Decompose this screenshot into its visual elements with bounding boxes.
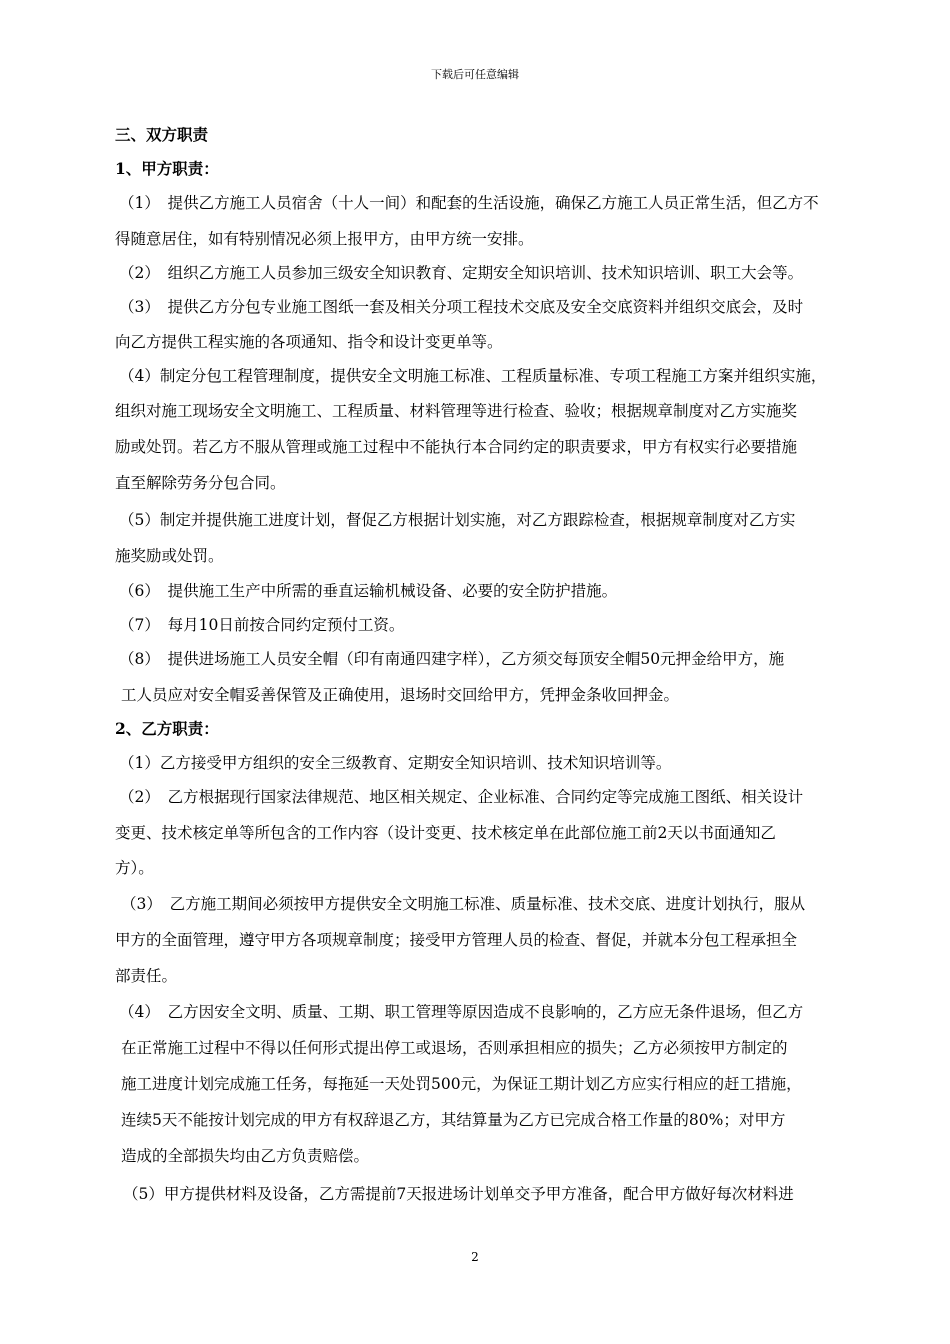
paragraph-line: （5）制定并提供施工进度计划，督促乙方根据计划实施，对乙方跟踪检查，根据规章制度对乙方实 [119, 511, 796, 529]
subsection-heading-party-a: 1、甲方职责： [115, 159, 219, 178]
paragraph-line: （2） 乙方根据现行国家法律规范、地区相关规定、企业标准、合同约定等完成施工图纸、相关设计 [119, 788, 804, 806]
paragraph-line: 施工进度计划完成施工任务，每拖延一天处罚500元，为保证工期计划乙方应实行相应的赶工措施， [121, 1075, 802, 1093]
paragraph-line: （6） 提供施工生产中所需的垂直运输机械设备、必要的安全防护措施。 [119, 582, 618, 600]
paragraph-line: 向乙方提供工程实施的各项通知、指令和设计变更单等。 [115, 333, 503, 351]
paragraph-line: （2） 组织乙方施工人员参加三级安全知识教育、定期安全知识培训、技术知识培训、职工大会等。 [119, 264, 804, 282]
paragraph-line: 变更、技术核定单等所包含的工作内容（设计变更、技术核定单在此部位施工前2天以书面通知乙 [115, 824, 776, 842]
paragraph-line: 施奖励或处罚。 [115, 547, 224, 565]
paragraph-line: （4） 乙方因安全文明、质量、工期、职工管理等原因造成不良影响的，乙方应无条件退场，但乙方 [119, 1003, 804, 1021]
page-header: 下载后可任意编辑 [431, 68, 519, 81]
paragraph-line: 连续5天不能按计划完成的甲方有权辞退乙方，其结算量为乙方已完成合格工作量的80%；对甲方 [121, 1111, 786, 1129]
paragraph-line: （1）乙方接受甲方组织的安全三级教育、定期安全知识培训、技术知识培训等。 [119, 754, 672, 772]
paragraph-line: 得随意居住，如有特别情况必须上报甲方，由甲方统一安排。 [115, 230, 534, 248]
paragraph-line: 工人员应对安全帽妥善保管及正确使用，退场时交回给甲方，凭押金条收回押金。 [121, 686, 680, 704]
paragraph-line: 在正常施工过程中不得以任何形式提出停工或退场，否则承担相应的损失；乙方必须按甲方制定的 [121, 1039, 788, 1057]
paragraph-line: 励或处罚。若乙方不服从管理或施工过程中不能执行本合同约定的职责要求，甲方有权实行必要措施 [115, 438, 798, 456]
paragraph-line: （8） 提供进场施工人员安全帽（印有南通四建字样），乙方须交每顶安全帽50元押金给甲方，施 [119, 650, 785, 668]
paragraph-line: 直至解除劳务分包合同。 [115, 474, 286, 492]
paragraph-line: 部责任。 [115, 967, 178, 985]
paragraph-line: 造成的全部损失均由乙方负责赔偿。 [121, 1147, 370, 1165]
paragraph-line: 方）。 [115, 859, 154, 877]
paragraph-line: 组织对施工现场安全文明施工、工程质量、材料管理等进行检查、验收；根据规章制度对乙方实施奖 [115, 402, 798, 420]
paragraph-line: （4）制定分包工程管理制度，提供安全文明施工标准、工程质量标准、专项工程施工方案并组织实施， [119, 367, 827, 385]
paragraph-line: （1） 提供乙方施工人员宿舍（十人一间）和配套的生活设施，确保乙方施工人员正常生活，但乙方不 [119, 194, 819, 212]
subsection-heading-party-b: 2、乙方职责： [115, 719, 219, 738]
paragraph-line: （7） 每月10日前按合同约定预付工资。 [119, 616, 405, 634]
paragraph-line: （5）甲方提供材料及设备，乙方需提前7天报进场计划单交予甲方准备，配合甲方做好每次材料进 [123, 1185, 794, 1203]
paragraph-line: （3） 提供乙方分包专业施工图纸一套及相关分项工程技术交底及安全交底资料并组织交底会，及时 [119, 298, 804, 316]
paragraph-line: （3） 乙方施工期间必须按甲方提供安全文明施工标准、质量标准、技术交底、进度计划执行，服从 [121, 895, 806, 913]
paragraph-line: 甲方的全面管理，遵守甲方各项规章制度；接受甲方管理人员的检查、督促，并就本分包工程承担全 [115, 931, 798, 949]
page-number: 2 [471, 1250, 479, 1264]
section-heading: 三、双方职责 [115, 125, 209, 144]
